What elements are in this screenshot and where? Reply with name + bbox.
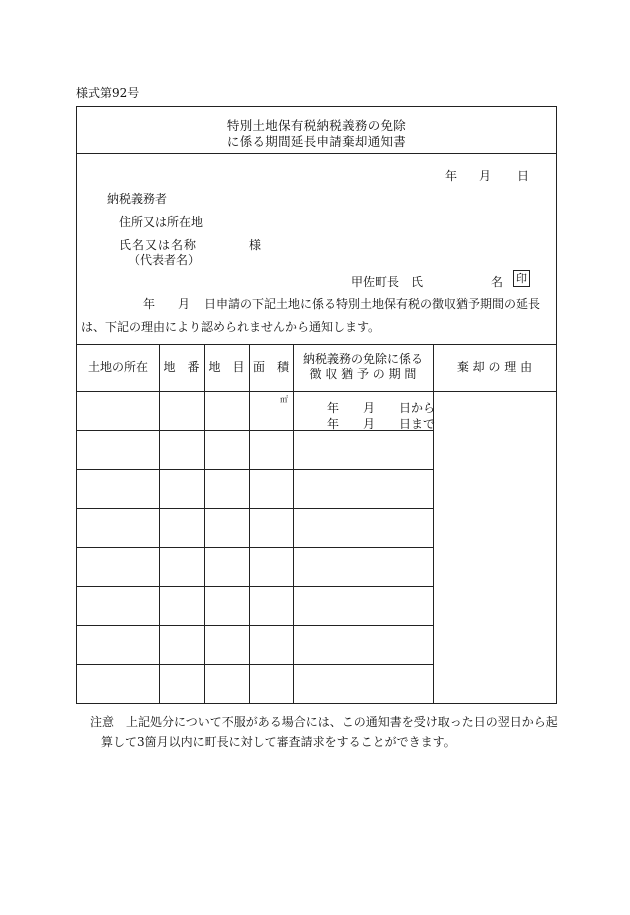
table-header-border bbox=[77, 391, 556, 392]
header-period-line1: 納税義務の免除に係る bbox=[302, 352, 423, 366]
header-period-line2: 徴 収 猶 予 の 期 間 bbox=[309, 367, 417, 381]
representative-label: （代表者名） bbox=[128, 253, 201, 267]
header-location: 土地の所在 bbox=[87, 360, 148, 374]
taxpayer-label: 納税義務者 bbox=[107, 192, 168, 206]
row-divider bbox=[77, 508, 433, 509]
seal-icon: 印 bbox=[513, 270, 530, 287]
mayor-name-suffix: 名 bbox=[491, 275, 504, 289]
column-divider bbox=[433, 344, 434, 703]
body-text-line2: は、下記の理由により認められませんから通知します。 bbox=[81, 320, 381, 334]
row-divider bbox=[77, 664, 433, 665]
land-table bbox=[77, 344, 556, 703]
header-reason: 棄 却 の 理 由 bbox=[456, 360, 533, 374]
column-divider bbox=[293, 344, 294, 703]
address-label: 住所又は所在地 bbox=[119, 215, 204, 229]
row-divider bbox=[77, 625, 433, 626]
column-divider bbox=[249, 344, 250, 703]
name-label: 氏名又は名称 bbox=[119, 238, 198, 252]
period-from-label: 年 月 日から bbox=[327, 401, 436, 415]
notice-form bbox=[76, 106, 557, 704]
document-title-line2: に係る期間延長申請棄却通知書 bbox=[226, 134, 407, 149]
area-unit-label: ㎡ bbox=[280, 395, 288, 404]
body-year-label: 年 bbox=[143, 297, 156, 311]
body-text-line1: 日申請の下記土地に係る特別土地保有税の徴収猶予期間の延長 bbox=[204, 297, 541, 311]
note-line1: 注意 上記処分について不服がある場合には、この通知書を受け取った日の翌日から起 bbox=[90, 715, 558, 729]
honorific-label: 様 bbox=[249, 238, 262, 252]
title-box bbox=[77, 107, 556, 154]
row-divider bbox=[77, 469, 433, 470]
column-divider bbox=[204, 344, 205, 703]
header-land-category: 地 目 bbox=[208, 360, 245, 374]
row-divider bbox=[77, 586, 433, 587]
date-day-label: 日 bbox=[517, 169, 530, 183]
column-divider bbox=[159, 344, 160, 703]
row-divider bbox=[77, 547, 433, 548]
period-until-label: 年 月 日まで bbox=[327, 417, 436, 431]
date-year-label: 年 bbox=[445, 169, 458, 183]
header-lot-number: 地 番 bbox=[163, 360, 200, 374]
form-number-label: 様式第92号 bbox=[76, 86, 140, 100]
date-month-label: 月 bbox=[479, 169, 492, 183]
note-line2: 算して3箇月以内に町長に対して審査請求をすることができます。 bbox=[101, 735, 456, 749]
header-area: 面 積 bbox=[252, 360, 289, 374]
header-period bbox=[293, 352, 433, 382]
mayor-label: 甲佐町長 氏 bbox=[351, 275, 424, 289]
document-title-line1: 特別土地保有税納税義務の免除 bbox=[226, 118, 407, 133]
body-month-label: 月 bbox=[178, 297, 191, 311]
